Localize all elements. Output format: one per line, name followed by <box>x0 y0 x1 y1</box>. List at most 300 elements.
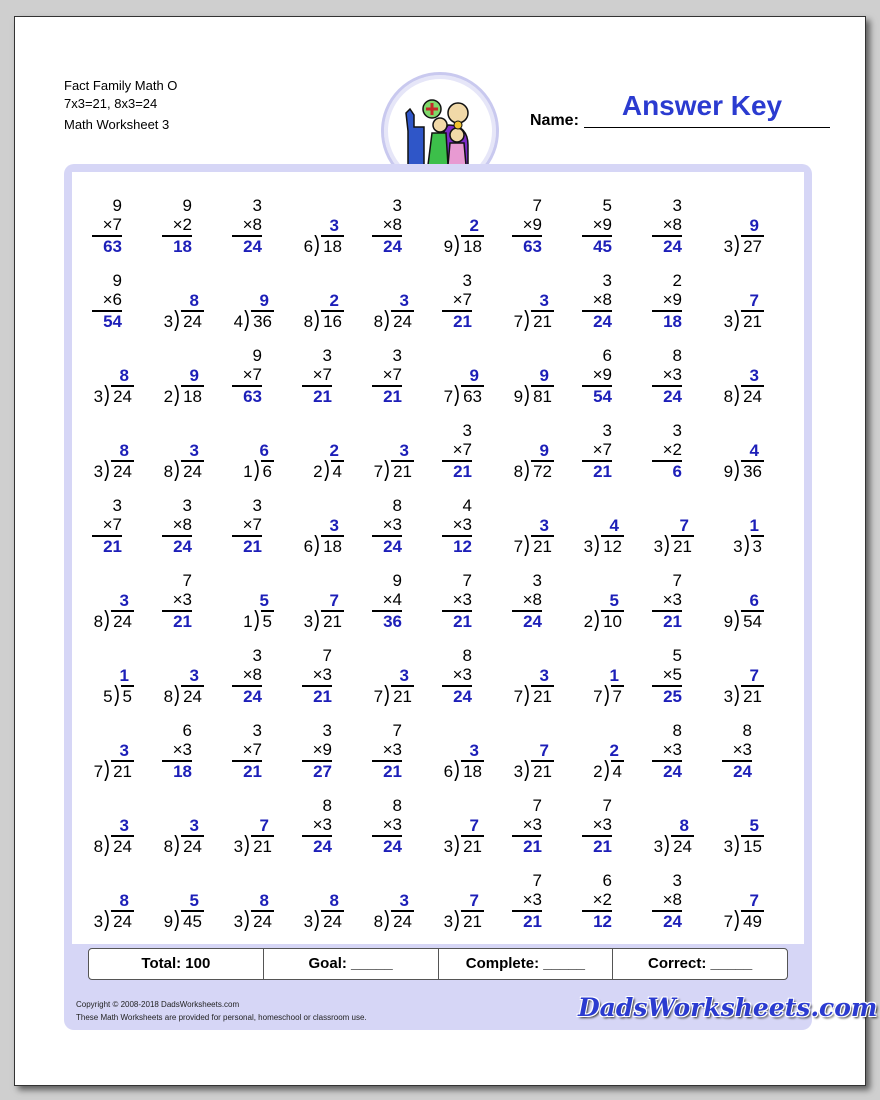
factor-bottom: ×2 <box>592 890 612 909</box>
division-bracket-icon <box>734 685 741 706</box>
factor-top: 7 <box>602 796 612 815</box>
factor-bottom-value: 3 <box>672 365 682 384</box>
quotient-answer: 9 <box>749 216 759 235</box>
product-answer: 24 <box>173 537 192 556</box>
division-problem <box>164 291 204 331</box>
factor-top: 3 <box>672 421 682 440</box>
product-answer: 21 <box>313 687 332 706</box>
dividend: 3 <box>752 537 762 556</box>
product-answer: 12 <box>593 912 612 931</box>
multiplication-problem <box>652 421 682 481</box>
problem-cell <box>709 336 779 411</box>
factor-bottom: ×9 <box>312 740 332 759</box>
division-problem <box>593 741 624 781</box>
dividend: 6 <box>262 462 272 481</box>
factor-top: 3 <box>602 271 612 290</box>
problem-cell <box>639 711 709 786</box>
factor-top: 8 <box>742 721 752 740</box>
division-problem <box>514 516 554 556</box>
factor-bottom-value: 3 <box>672 740 682 759</box>
quotient-answer: 7 <box>679 516 689 535</box>
quotient-answer: 5 <box>609 591 619 610</box>
division-problem <box>514 666 554 706</box>
multiplication-problem <box>582 346 612 406</box>
factor-bottom: ×3 <box>522 815 542 834</box>
divisor: 7 <box>513 537 524 556</box>
factor-bottom: ×7 <box>242 515 262 534</box>
division-problem <box>374 666 414 706</box>
divisor: 3 <box>723 237 734 256</box>
division-problem <box>654 516 694 556</box>
dividend: 21 <box>463 912 482 931</box>
multiplication-problem <box>652 721 682 781</box>
division-bracket-icon <box>604 685 611 706</box>
factor-bottom: ×8 <box>382 215 402 234</box>
dividend: 4 <box>612 762 622 781</box>
factor-bottom-value: 2 <box>602 890 612 909</box>
product-answer: 36 <box>383 612 402 631</box>
multiplication-problem <box>372 196 402 256</box>
problem-cell <box>149 786 219 861</box>
problem-cell <box>709 711 779 786</box>
divisor: 8 <box>373 312 384 331</box>
problem-cell <box>289 411 359 486</box>
factor-bottom: ×8 <box>522 590 542 609</box>
multiplication-problem <box>92 271 122 331</box>
factor-top: 3 <box>672 871 682 890</box>
division-bracket-icon <box>454 835 461 856</box>
factor-bottom: ×8 <box>242 215 262 234</box>
factor-bottom: ×9 <box>592 365 612 384</box>
problem-cell <box>219 186 289 261</box>
factor-bottom-value: 7 <box>462 290 472 309</box>
quotient-answer: 3 <box>749 366 759 385</box>
multiplication-problem <box>232 346 262 406</box>
quotient-answer: 3 <box>189 441 199 460</box>
factor-bottom: ×3 <box>452 590 472 609</box>
division-problem <box>374 291 414 331</box>
problem-row <box>72 711 804 786</box>
problem-cell <box>429 186 499 261</box>
factor-bottom: ×3 <box>662 590 682 609</box>
problem-cell <box>149 411 219 486</box>
problem-cell <box>499 711 569 786</box>
factor-bottom-value: 7 <box>112 515 122 534</box>
divisor: 8 <box>513 462 524 481</box>
divisor: 8 <box>93 837 104 856</box>
factor-bottom: ×9 <box>592 215 612 234</box>
factor-bottom: ×5 <box>662 665 682 684</box>
division-bracket-icon <box>524 685 531 706</box>
multiplication-problem <box>652 346 682 406</box>
product-answer: 54 <box>103 312 122 331</box>
problem-cell <box>569 711 639 786</box>
divisor: 3 <box>93 912 104 931</box>
product-answer: 21 <box>593 462 612 481</box>
problem-cell <box>639 786 709 861</box>
factor-bottom-value: 3 <box>392 515 402 534</box>
dividend: 72 <box>533 462 552 481</box>
quotient-answer: 3 <box>399 666 409 685</box>
divisor: 7 <box>373 462 384 481</box>
factor-bottom-value: 3 <box>602 815 612 834</box>
worksheet-facts: 7x3=21, 8x3=24 <box>64 96 158 111</box>
division-bracket-icon <box>174 685 181 706</box>
quotient-answer: 8 <box>119 441 129 460</box>
factor-bottom-value: 4 <box>392 590 402 609</box>
division-problem <box>733 516 764 556</box>
division-problem <box>444 816 484 856</box>
problem-cell <box>289 336 359 411</box>
factor-top: 8 <box>392 496 402 515</box>
factor-bottom-value: 7 <box>602 440 612 459</box>
dividend: 18 <box>463 762 482 781</box>
problem-cell <box>709 411 779 486</box>
division-bracket-icon <box>314 910 321 931</box>
factor-bottom-value: 3 <box>182 740 192 759</box>
quotient-answer: 8 <box>259 891 269 910</box>
problem-cell <box>289 636 359 711</box>
multiplication-problem <box>92 496 122 556</box>
division-bracket-icon <box>524 385 531 406</box>
divisor: 9 <box>723 612 734 631</box>
quotient-answer: 3 <box>119 591 129 610</box>
factor-bottom: ×7 <box>242 365 262 384</box>
factor-bottom: ×3 <box>172 590 192 609</box>
product-answer: 24 <box>593 312 612 331</box>
dividend: 24 <box>113 612 132 631</box>
product-answer: 24 <box>453 687 472 706</box>
factor-bottom: ×3 <box>382 515 402 534</box>
factor-bottom: ×9 <box>522 215 542 234</box>
product-answer: 24 <box>313 837 332 856</box>
quotient-answer: 4 <box>609 516 619 535</box>
divisor: 8 <box>163 687 174 706</box>
quotient-answer: 1 <box>119 666 129 685</box>
dividend: 12 <box>603 537 622 556</box>
division-bracket-icon <box>384 910 391 931</box>
problem-cell <box>359 261 429 336</box>
factor-bottom-value: 3 <box>322 665 332 684</box>
factor-bottom-value: 7 <box>252 365 262 384</box>
factor-top: 8 <box>672 346 682 365</box>
problem-cell <box>359 786 429 861</box>
factor-bottom-value: 8 <box>392 215 402 234</box>
division-problem <box>243 591 274 631</box>
problem-cell <box>359 711 429 786</box>
quotient-answer: 3 <box>329 516 339 535</box>
product-answer: 18 <box>173 237 192 256</box>
division-problem <box>304 891 344 931</box>
divisor: 7 <box>93 762 104 781</box>
problem-cell <box>359 561 429 636</box>
multiplication-problem <box>652 196 682 256</box>
factor-bottom-value: 8 <box>672 890 682 909</box>
division-problem <box>724 816 764 856</box>
factor-top: 7 <box>532 196 542 215</box>
problem-cell <box>639 186 709 261</box>
division-problem <box>94 741 134 781</box>
factor-bottom: ×3 <box>452 665 472 684</box>
multiplication-problem <box>302 646 332 706</box>
factor-top: 7 <box>392 721 402 740</box>
division-bracket-icon <box>734 310 741 331</box>
problem-row <box>72 861 804 936</box>
problem-cell <box>499 486 569 561</box>
problem-cell <box>499 261 569 336</box>
product-answer: 24 <box>663 912 682 931</box>
division-problem <box>593 666 624 706</box>
problem-cell <box>219 636 289 711</box>
problem-cell <box>289 561 359 636</box>
factor-top: 6 <box>602 871 612 890</box>
problem-cell <box>289 786 359 861</box>
dividend: 24 <box>183 837 202 856</box>
factor-top: 3 <box>392 196 402 215</box>
problem-cell <box>79 861 149 936</box>
problem-cell <box>429 861 499 936</box>
problem-cell <box>289 186 359 261</box>
product-answer: 63 <box>103 237 122 256</box>
problem-row <box>72 411 804 486</box>
problem-cell <box>569 186 639 261</box>
factor-bottom: ×3 <box>452 515 472 534</box>
multiplication-problem <box>232 196 262 256</box>
division-problem <box>313 441 344 481</box>
factor-bottom-value: 7 <box>252 515 262 534</box>
quotient-answer: 7 <box>259 816 269 835</box>
divisor: 3 <box>163 312 174 331</box>
footer-text <box>76 998 367 1024</box>
division-problem <box>724 216 764 256</box>
division-problem <box>514 441 554 481</box>
problem-cell <box>429 561 499 636</box>
dividend: 24 <box>183 462 202 481</box>
quotient-answer: 3 <box>539 666 549 685</box>
problem-cell <box>429 411 499 486</box>
problem-cell <box>499 561 569 636</box>
factor-bottom: ×7 <box>592 440 612 459</box>
quotient-answer: 3 <box>399 891 409 910</box>
division-bracket-icon <box>104 610 111 631</box>
dividend: 21 <box>743 687 762 706</box>
division-bracket-icon <box>524 310 531 331</box>
problem-row <box>72 261 804 336</box>
division-problem <box>374 441 414 481</box>
product-answer: 24 <box>383 237 402 256</box>
multiplication-problem <box>652 271 682 331</box>
division-problem <box>724 891 764 931</box>
multiplication-problem <box>442 271 472 331</box>
factor-top: 3 <box>322 721 332 740</box>
multiplication-problem <box>162 721 192 781</box>
divisor: 4 <box>233 312 244 331</box>
problem-cell <box>639 261 709 336</box>
problem-cell <box>499 336 569 411</box>
factor-bottom-value: 3 <box>532 815 542 834</box>
multiplication-problem <box>232 646 262 706</box>
division-bracket-icon <box>664 835 671 856</box>
divisor: 3 <box>723 312 734 331</box>
division-bracket-icon <box>734 835 741 856</box>
total-field: Total: 100 <box>89 949 264 979</box>
divisor: 2 <box>313 462 323 481</box>
division-bracket-icon <box>324 460 331 481</box>
divisor: 8 <box>303 312 314 331</box>
factor-bottom-value: 8 <box>252 215 262 234</box>
product-answer: 24 <box>243 237 262 256</box>
division-problem <box>304 291 344 331</box>
factor-bottom: ×7 <box>312 365 332 384</box>
problem-cell <box>219 336 289 411</box>
division-bracket-icon <box>174 385 181 406</box>
multiplication-problem <box>512 571 542 631</box>
problem-cell <box>499 786 569 861</box>
multiplication-problem <box>302 346 332 406</box>
division-problem <box>304 516 344 556</box>
division-bracket-icon <box>384 310 391 331</box>
problem-cell <box>709 636 779 711</box>
division-bracket-icon <box>454 235 461 256</box>
division-bracket-icon <box>384 685 391 706</box>
dividend: 24 <box>253 912 272 931</box>
problem-cell <box>709 486 779 561</box>
factor-top: 3 <box>532 571 542 590</box>
problem-cell <box>569 486 639 561</box>
problem-cell <box>639 336 709 411</box>
division-bracket-icon <box>524 535 531 556</box>
factor-top: 9 <box>182 196 192 215</box>
dividend: 24 <box>183 312 202 331</box>
divisor: 7 <box>723 912 734 931</box>
problem-cell <box>79 711 149 786</box>
multiplication-problem <box>302 796 332 856</box>
division-problem <box>94 441 134 481</box>
division-problem <box>234 291 274 331</box>
factor-top: 3 <box>112 496 122 515</box>
factor-top: 3 <box>672 196 682 215</box>
problem-row <box>72 186 804 261</box>
factor-bottom: ×3 <box>662 365 682 384</box>
dividend: 21 <box>743 312 762 331</box>
quotient-answer: 7 <box>469 816 479 835</box>
factor-bottom: ×7 <box>242 740 262 759</box>
product-answer: 24 <box>733 762 752 781</box>
divisor: 3 <box>93 462 104 481</box>
factor-top: 8 <box>672 721 682 740</box>
problem-row <box>72 786 804 861</box>
divisor: 7 <box>443 387 454 406</box>
quotient-answer: 6 <box>749 591 759 610</box>
problem-cell <box>429 336 499 411</box>
factor-top: 6 <box>602 346 612 365</box>
product-answer: 21 <box>173 612 192 631</box>
multiplication-problem <box>162 571 192 631</box>
problem-cell <box>639 411 709 486</box>
factor-bottom: ×7 <box>452 440 472 459</box>
worksheet-subtitle: Math Worksheet 3 <box>64 117 170 132</box>
division-bracket-icon <box>454 760 461 781</box>
multiplication-problem <box>512 796 542 856</box>
division-bracket-icon <box>114 685 121 706</box>
division-problem <box>164 366 204 406</box>
factor-bottom: ×7 <box>102 515 122 534</box>
factor-bottom: ×3 <box>172 740 192 759</box>
quotient-answer: 7 <box>539 741 549 760</box>
factor-top: 3 <box>462 271 472 290</box>
quotient-answer: 3 <box>399 441 409 460</box>
problem-cell <box>429 786 499 861</box>
divisor: 3 <box>723 687 734 706</box>
problem-cell <box>429 486 499 561</box>
quotient-answer: 5 <box>749 816 759 835</box>
divisor: 3 <box>443 837 454 856</box>
dividend: 24 <box>113 837 132 856</box>
product-answer: 54 <box>593 387 612 406</box>
division-bracket-icon <box>244 310 251 331</box>
score-bar <box>88 948 788 980</box>
division-bracket-icon <box>524 760 531 781</box>
divisor: 1 <box>243 612 253 631</box>
quotient-answer: 9 <box>539 441 549 460</box>
problem-cell <box>289 486 359 561</box>
problem-cell <box>289 711 359 786</box>
division-problem <box>514 366 554 406</box>
name-label: Name: <box>530 112 579 129</box>
problem-cell <box>219 711 289 786</box>
problem-row <box>72 636 804 711</box>
multiplication-problem <box>232 496 262 556</box>
problem-cell <box>219 411 289 486</box>
dividend: 24 <box>113 387 132 406</box>
divisor: 6 <box>303 237 314 256</box>
goal-field: Goal: _____ <box>264 949 439 979</box>
factor-bottom: ×8 <box>242 665 262 684</box>
dividend: 21 <box>253 837 272 856</box>
factor-bottom-value: 3 <box>532 890 542 909</box>
factor-top: 8 <box>462 646 472 665</box>
product-answer: 6 <box>672 462 682 481</box>
product-answer: 24 <box>383 837 402 856</box>
multiplication-problem <box>512 196 542 256</box>
factor-bottom-value: 3 <box>462 515 472 534</box>
division-bracket-icon <box>104 760 111 781</box>
divisor: 9 <box>443 237 454 256</box>
factor-top: 2 <box>672 271 682 290</box>
dividend: 18 <box>323 537 342 556</box>
division-problem <box>514 741 554 781</box>
factor-bottom-value: 7 <box>322 365 332 384</box>
factor-bottom-value: 3 <box>322 815 332 834</box>
quotient-answer: 9 <box>259 291 269 310</box>
product-answer: 27 <box>313 762 332 781</box>
division-bracket-icon <box>314 610 321 631</box>
product-answer: 18 <box>663 312 682 331</box>
quotient-answer: 2 <box>609 741 619 760</box>
division-bracket-icon <box>454 910 461 931</box>
multiplication-problem <box>652 871 682 931</box>
division-bracket-icon <box>734 610 741 631</box>
product-answer: 24 <box>663 237 682 256</box>
dividend: 63 <box>463 387 482 406</box>
dividend: 36 <box>253 312 272 331</box>
divisor: 2 <box>593 762 603 781</box>
dividend: 24 <box>673 837 692 856</box>
quotient-answer: 9 <box>539 366 549 385</box>
division-problem <box>94 816 134 856</box>
factor-top: 3 <box>252 721 262 740</box>
divisor: 3 <box>723 837 734 856</box>
